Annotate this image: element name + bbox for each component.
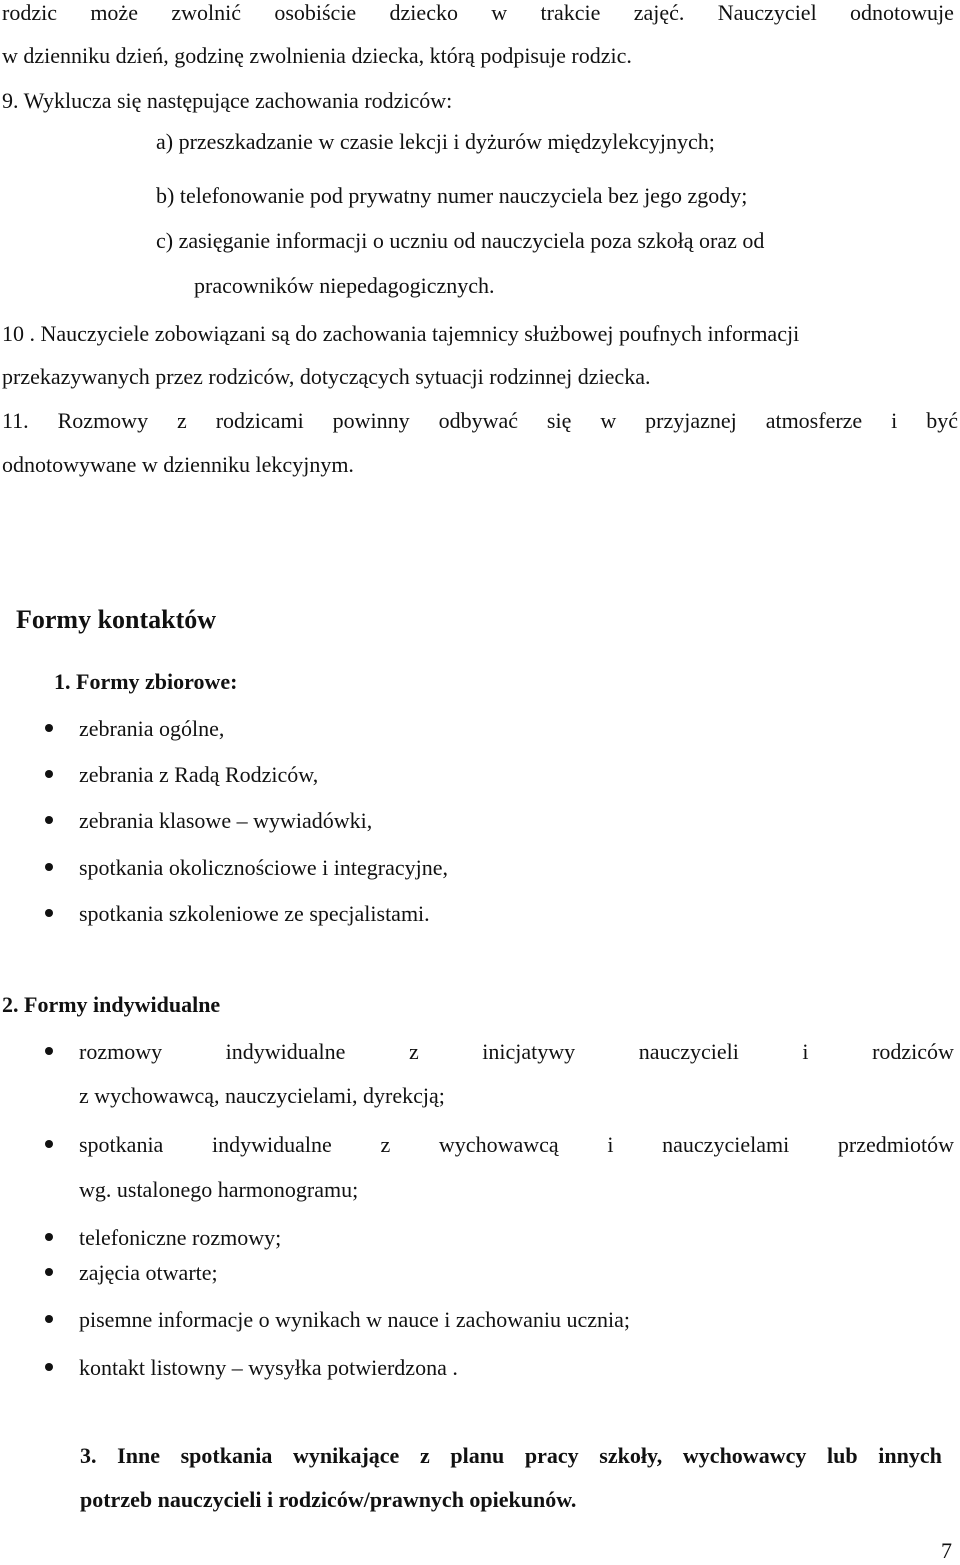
section-title: Formy kontaktów (16, 605, 217, 634)
p9-intro: 9. Wyklucza się następujące zachowania rodziców: (2, 88, 453, 113)
bullet-icon (45, 1233, 53, 1241)
p10-line1: 10 . Nauczyciele zobowiązani są do zachowania tajemnicy służbowej poufnych informacji (2, 321, 800, 346)
group2-item1 (79, 1039, 954, 1065)
p9-item-b: b) telefonowanie pod prywatny numer nauczyciela bez jego zgody; (156, 183, 748, 208)
group1-item: zebrania ogólne, (79, 716, 225, 741)
group2-item5: pisemne informacje o wynikach w nauce i zachowaniu ucznia; (79, 1307, 630, 1332)
p9-item-a: a) przeszkadzanie w czasie lekcji i dyżurów międzylekcyjnych; (156, 129, 715, 154)
word: zwolnić (171, 0, 241, 25)
group2-item2 (79, 1132, 954, 1158)
group2-title: 2. Formy indywidualne (2, 992, 221, 1017)
page-number: 7 (941, 1538, 952, 1563)
bullet-icon (45, 770, 53, 778)
group3-line2: potrzeb nauczycieli i rodziców/prawnych opiekunów. (80, 1487, 577, 1512)
group2-item6: kontakt listowny – wysyłka potwierdzona . (79, 1355, 458, 1380)
word: nauczycieli (638, 1039, 739, 1064)
group2-item1-cont: z wychowawcą, nauczycielami, dyrekcją; (79, 1083, 445, 1108)
word: 11. (2, 408, 29, 433)
word: rodziców (872, 1039, 954, 1064)
word: i (891, 408, 898, 433)
word: z (419, 1443, 430, 1468)
word: z (177, 408, 187, 433)
word: osobiście (274, 0, 357, 25)
bullet-icon (45, 1268, 53, 1276)
word: innych (878, 1443, 942, 1468)
word: spotkania (79, 1132, 164, 1157)
word: w (491, 0, 508, 25)
word: wynikające (292, 1443, 400, 1468)
word: indywidualne (225, 1039, 346, 1064)
word: szkoły, (599, 1443, 663, 1468)
bullet-icon (45, 909, 53, 917)
word: się (546, 408, 572, 433)
bullet-icon (45, 724, 53, 732)
word: trakcie (540, 0, 601, 25)
word: z (380, 1132, 391, 1157)
word: nauczycielami (662, 1132, 790, 1157)
word: i (607, 1132, 614, 1157)
bullet-icon (45, 1363, 53, 1371)
group1-item: zebrania z Radą Rodziców, (79, 762, 319, 787)
word: z (408, 1039, 419, 1064)
word: zajęć. (633, 0, 685, 25)
group3-line1 (80, 1443, 942, 1469)
p8-line2: w dzienniku dzień, godzinę zwolnienia dziecka, którą podpisuje rodzic. (2, 43, 632, 68)
word: wychowawcy (682, 1443, 807, 1468)
p10-line2: przekazywanych przez rodziców, dotyczących sytuacji rodzinnej dziecka. (2, 364, 651, 389)
word: lub (827, 1443, 858, 1468)
word: rodzicami (215, 408, 304, 433)
group2-item2-cont: wg. ustalonego harmonogramu; (79, 1177, 359, 1202)
p8-line1 (2, 0, 954, 26)
word: powinny (332, 408, 410, 433)
word: Rozmowy (57, 408, 149, 433)
word: atmosferze (765, 408, 863, 433)
word: inicjatywy (482, 1039, 576, 1064)
bullet-icon (45, 1315, 53, 1323)
p11-line2: odnotowywane w dzienniku lekcyjnym. (2, 452, 354, 477)
word: przyjaznej (645, 408, 737, 433)
bullet-icon (45, 1140, 53, 1148)
word: rodzic (2, 0, 57, 25)
group1-item: spotkania szkoleniowe ze specjalistami. (79, 901, 430, 926)
word: planu (450, 1443, 505, 1468)
bullet-icon (45, 816, 53, 824)
group2-item4: zajęcia otwarte; (79, 1260, 218, 1285)
group2-item3: telefoniczne rozmowy; (79, 1225, 282, 1250)
word: i (802, 1039, 809, 1064)
word: wychowawcą (438, 1132, 559, 1157)
word: dziecko (389, 0, 458, 25)
word: odbywać (438, 408, 518, 433)
word: rozmowy (79, 1039, 163, 1064)
word: pracy (524, 1443, 579, 1468)
word: przedmiotów (837, 1132, 954, 1157)
p9-item-c-cont: pracowników niepedagogicznych. (194, 273, 495, 298)
word: 3. (80, 1443, 97, 1468)
p9-item-c: c) zasięganie informacji o uczniu od nauczyciela poza szkołą oraz od (156, 228, 765, 253)
word: odnotowuje (850, 0, 954, 25)
word: spotkania (180, 1443, 273, 1468)
group1-title: 1. Formy zbiorowe: (54, 669, 238, 694)
word: indywidualne (212, 1132, 332, 1157)
bullet-icon (45, 863, 53, 871)
group1-item: zebrania klasowe – wywiadówki, (79, 808, 373, 833)
word: być (926, 408, 958, 433)
bullet-icon (45, 1047, 53, 1055)
word: Inne (117, 1443, 160, 1468)
word: w (600, 408, 617, 433)
word: Nauczyciel (717, 0, 817, 25)
p11-line1 (2, 408, 958, 434)
group1-item: spotkania okolicznościowe i integracyjne, (79, 855, 448, 880)
word: może (90, 0, 138, 25)
